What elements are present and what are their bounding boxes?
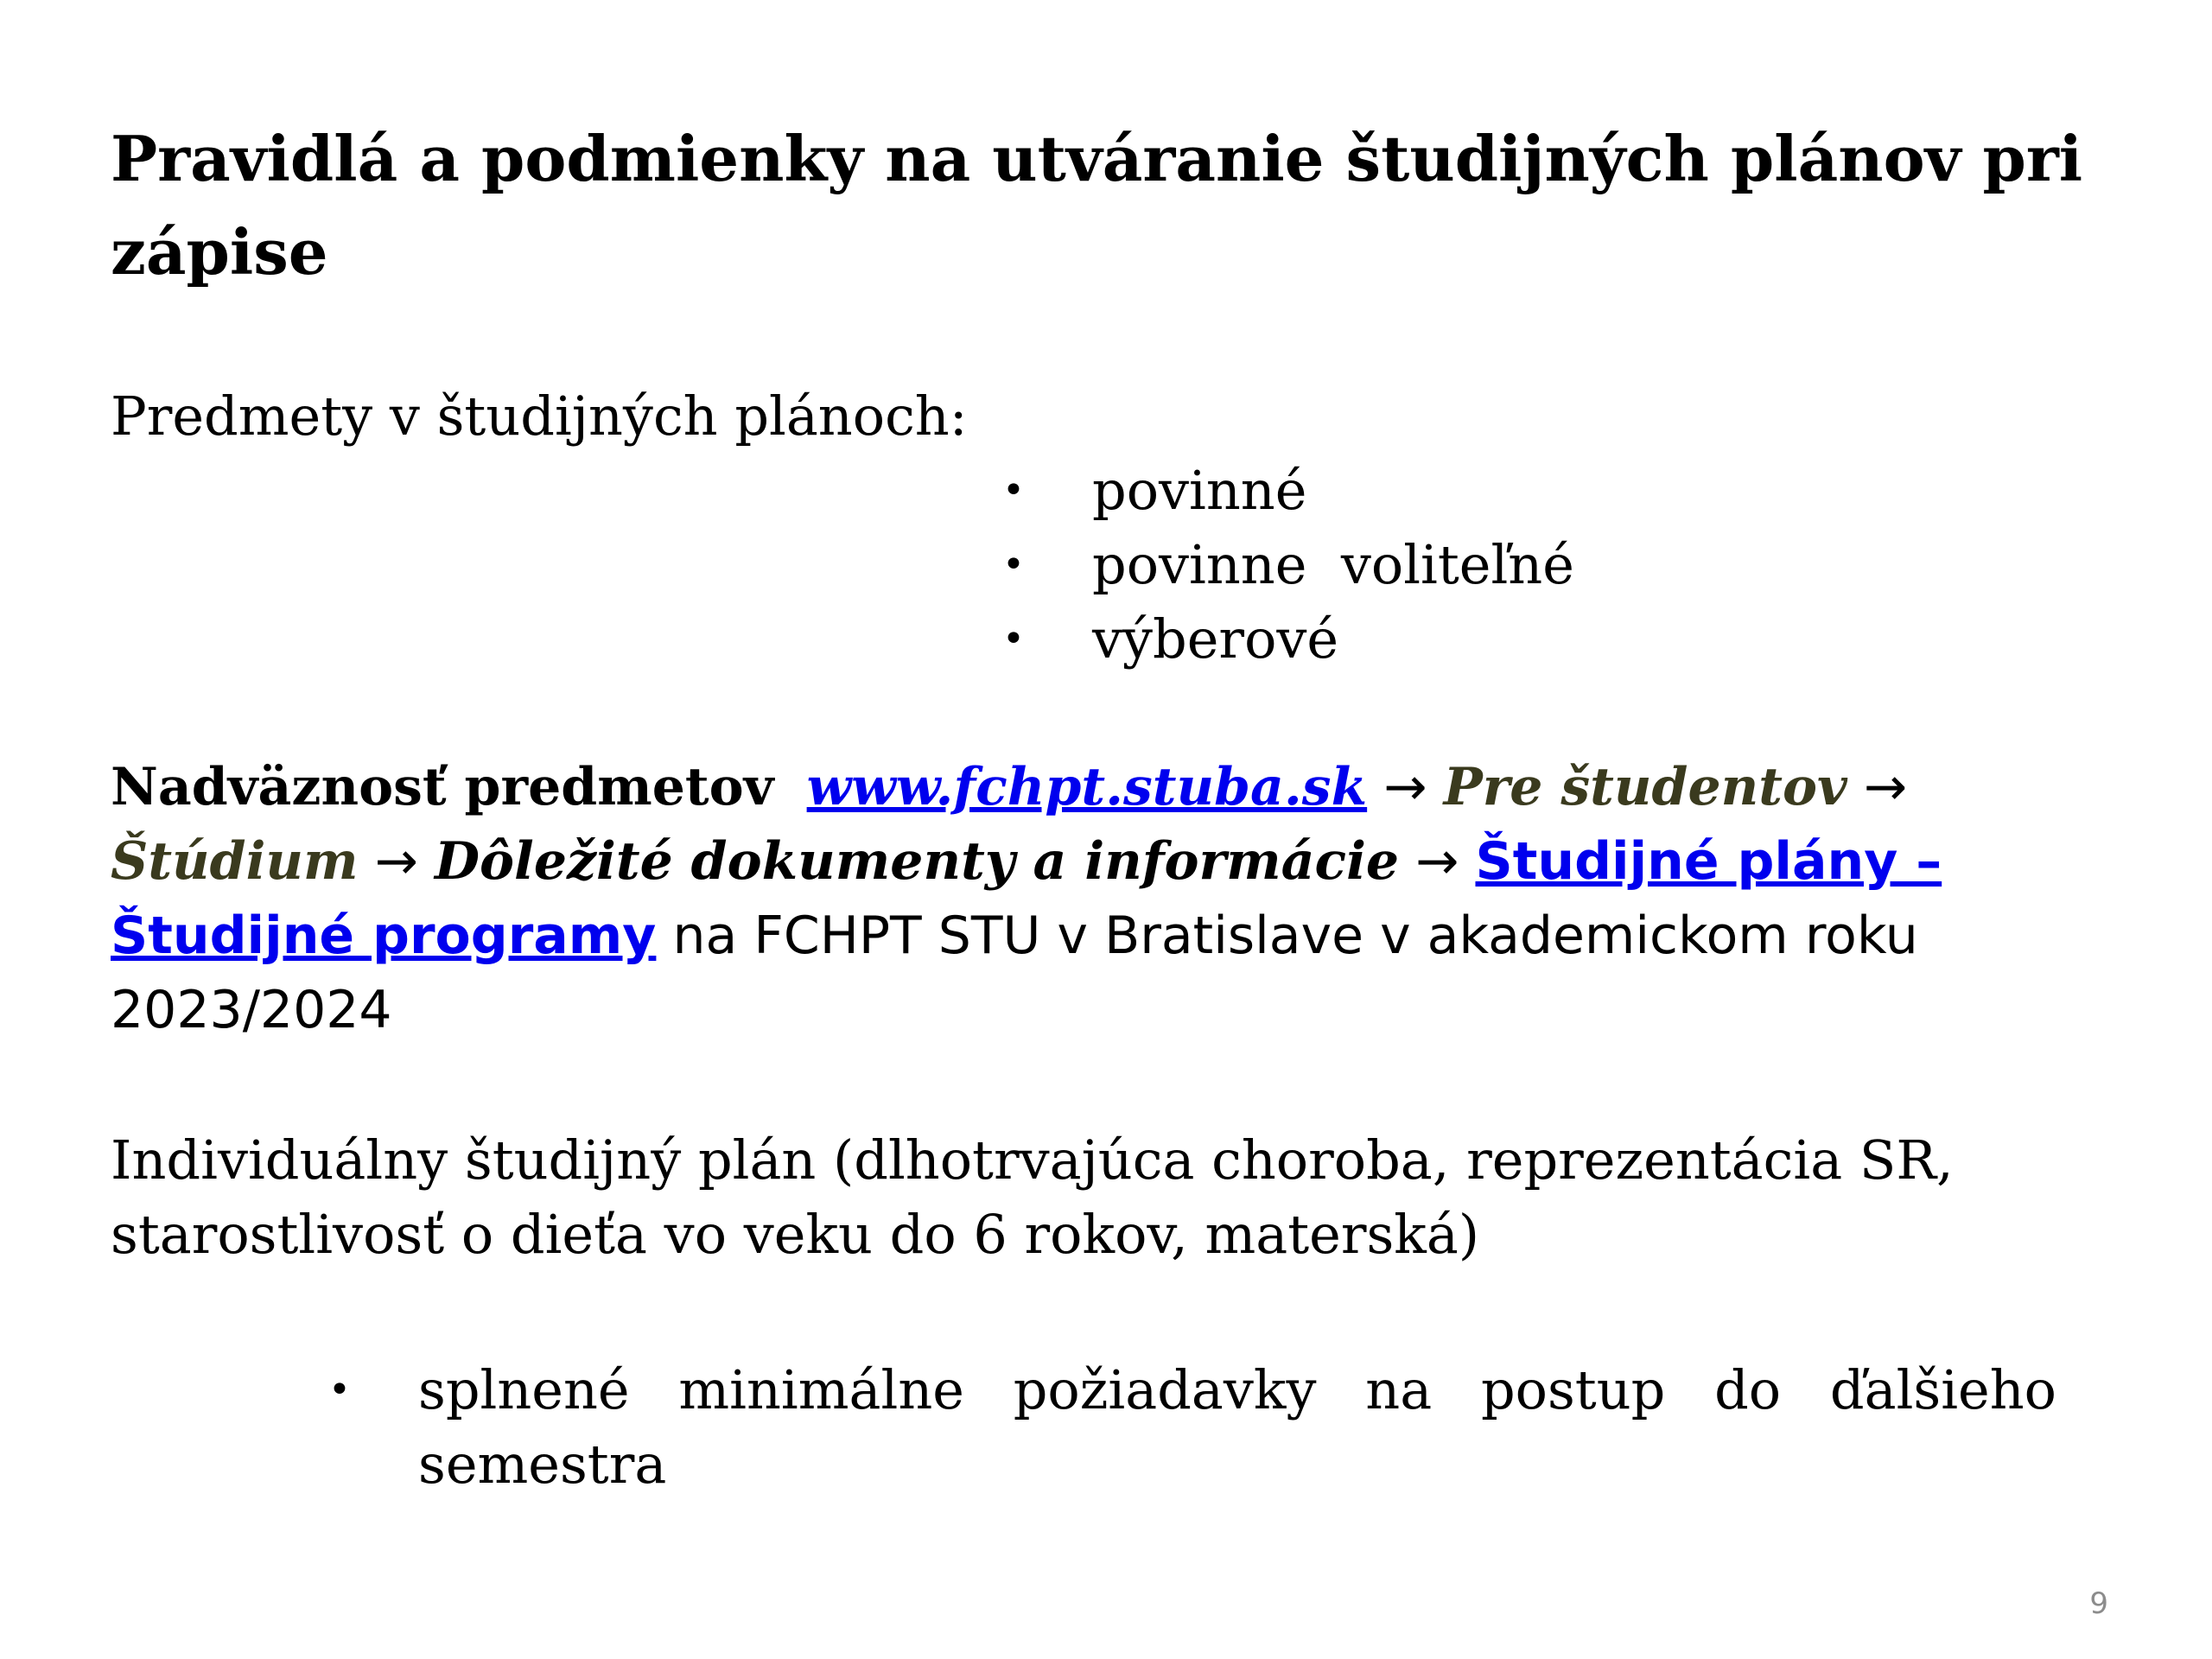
bullet-icon: •: [1002, 617, 1025, 661]
subjects-intro: Predmety v študijných plánoch:: [111, 385, 968, 448]
requirement-text: splnené minimálne požiadavky na postup do ďalšieho semestra: [418, 1358, 2056, 1496]
faculty-website-link[interactable]: www.fchpt.stuba.sk: [806, 757, 1368, 817]
list-item-label: výberové: [1092, 607, 1339, 671]
breadcrumb-study: Štúdium: [111, 831, 359, 892]
breadcrumb-students: Pre študentov: [1443, 757, 1847, 817]
arrow-icon: →: [1415, 831, 1459, 892]
list-item-label: povinne voliteľné: [1092, 533, 1574, 596]
continuity-lead: Nadväznosť predmetov: [111, 757, 774, 817]
bullet-icon: •: [1002, 543, 1025, 587]
bullet-icon: •: [1002, 468, 1025, 512]
individual-plan-text: Individuálny študijný plán (dlhotrvajúca choroba, reprezentácia SR, starostlivosť o dieťa vo veku do 6 rokov, materská): [111, 1128, 1954, 1266]
study-plans-link[interactable]: Študijné plány – Študijné programy: [111, 831, 1942, 966]
subject-types-list: [1002, 454, 1574, 677]
slide-title: Pravidlá a podmienky na utváranie študijných plánov pri zápise: [111, 122, 2083, 289]
list-item: [328, 1353, 2056, 1502]
list-item: [1002, 528, 1574, 602]
arrow-icon: →: [1383, 757, 1427, 817]
list-item-label: povinné: [1092, 459, 1307, 522]
arrow-icon: →: [1863, 757, 1908, 817]
arrow-icon: →: [374, 831, 418, 892]
list-item: [1002, 602, 1574, 677]
breadcrumb-documents: Dôležité dokumenty a informácie: [434, 831, 1400, 892]
continuity-suffix: na FCHPT STU v Bratislave v akademickom roku 2023/2024: [111, 906, 1918, 1040]
list-item: [1002, 454, 1574, 528]
bullet-icon: •: [328, 1368, 351, 1412]
requirements-list: [328, 1353, 2056, 1502]
continuity-paragraph: [111, 750, 2098, 1047]
page-number: 9: [2089, 1586, 2108, 1621]
